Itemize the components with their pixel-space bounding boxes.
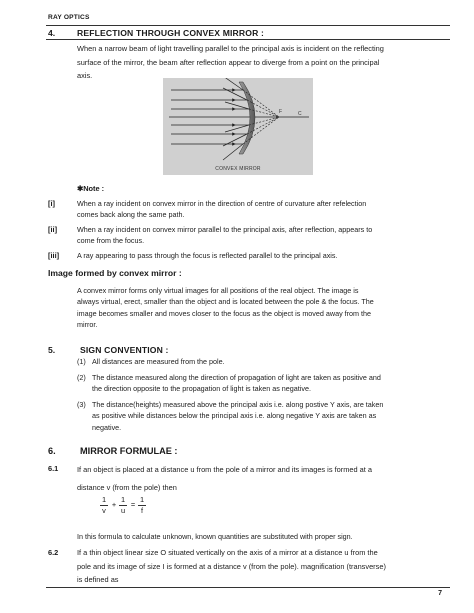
text-line: All distances are measured from the pole.: [92, 357, 225, 366]
text-line: axis.: [77, 71, 93, 81]
formula-num-1: 1: [101, 495, 107, 504]
text-line: image becomes smaller and moves closer to the focus as the object is moved away from the: [77, 308, 372, 318]
formula-den-f: f: [140, 506, 144, 515]
text-line: surface of the mirror, the beam after reflection appear to diverge from a point on the principal: [77, 57, 380, 67]
text-line: comes back along the same path.: [77, 210, 185, 220]
formula-equals: =: [130, 500, 136, 509]
text-line: If an object is placed at a distance u from the pole of a mirror and its images is formed at a: [77, 465, 372, 474]
formula-den-v: v: [102, 506, 106, 515]
section-5-title: SIGN CONVENTION :: [80, 345, 169, 355]
section-5-number: 5.: [48, 345, 56, 355]
note-item-2: [77, 224, 457, 247]
figure-caption: CONVEX MIRROR: [215, 166, 261, 172]
section-4-title: REFLECTION THROUGH CONVEX MIRROR :: [77, 28, 264, 38]
sign-item-2-mark: (2): [77, 373, 86, 382]
sign-item-3-mark: (3): [77, 400, 86, 409]
centre-label: C: [298, 111, 302, 117]
formula-num-2: 1: [120, 495, 126, 504]
image-formed-heading: Image formed by convex mirror :: [48, 268, 182, 278]
text-line: negative.: [92, 422, 122, 432]
subsection-6-2-text: [77, 546, 462, 587]
text-line: If a thin object linear size O situated vertically on the axis of a mirror at a distance u from the: [77, 548, 378, 557]
sign-item-1-mark: (1): [77, 357, 86, 366]
text-line: A convex mirror forms only virtual images for all positions of the real object. The image is: [77, 286, 359, 295]
section-6-number: 6.: [48, 446, 56, 456]
text-line: always virtual, erect, smaller than the object and is located between the pole & the focus. The: [77, 297, 374, 307]
subsection-6-1-number: 6.1: [48, 464, 59, 473]
text-line: pole and its image of size I is formed at a distance v (from the pole). magnification (transverse): [77, 561, 386, 571]
note-item-1-mark: [i]: [48, 199, 55, 208]
formula-num-3: 1: [139, 495, 145, 504]
text-line: When a ray incident on convex mirror parallel to the principal axis, after reflection, appears to: [77, 225, 373, 234]
sign-item-1: [92, 356, 462, 367]
running-header: RAY OPTICS: [48, 14, 90, 21]
section-4-number: 4.: [48, 28, 56, 38]
section-rule: [46, 39, 450, 40]
formula-plus: +: [111, 500, 117, 509]
formula-den-u: u: [120, 506, 126, 515]
section-4-paragraph: [77, 43, 457, 83]
text-line: distance v (from the pole) then: [77, 483, 177, 492]
note-item-2-mark: [ii]: [48, 225, 58, 234]
note-item-1: [77, 198, 457, 221]
footer-rule: [46, 587, 450, 588]
text-line: the direction opposite to the propagation of light is taken as negative.: [92, 384, 311, 394]
text-line: The distance measured along the direction of propagation of light are taken as positive and: [92, 373, 381, 382]
asterisk-icon: ✱: [77, 184, 84, 193]
text-line: as positive while distances below the principal axis i.e. along negative Y axis are taken as: [92, 411, 377, 421]
convex-mirror-diagram: [163, 78, 313, 175]
sign-item-3: [92, 399, 462, 433]
focus-label: F: [279, 109, 283, 115]
header-rule: [46, 25, 450, 26]
page-number: 7: [438, 590, 442, 597]
text-line: is defined as: [77, 575, 119, 584]
text-line: When a ray incident on convex mirror in the direction of centre of curvature after refelection: [77, 199, 367, 208]
note-item-3-mark: [iii]: [48, 251, 60, 260]
text-line: The distance(heights) measured above the principal axis i.e. along postive Y axis, are taken: [92, 400, 384, 409]
mirror-formula: [100, 495, 160, 525]
convex-mirror-figure: [163, 78, 313, 175]
formula-explanation: In this formula to calculate unknown, known quantities are substituted with proper sign.: [77, 532, 353, 541]
text-line: mirror.: [77, 320, 98, 330]
subsection-6-2-number: 6.2: [48, 548, 59, 557]
image-formed-paragraph: [77, 285, 462, 331]
note-item-3: [77, 250, 457, 261]
text-line: come from the focus.: [77, 236, 145, 246]
subsection-6-1-text: [77, 462, 462, 495]
text-line: When a narrow beam of light travelling parallel to the principal axis is incident on the reflecting: [77, 44, 384, 53]
section-6-title: MIRROR FORMULAE :: [80, 446, 178, 456]
sign-item-2: [92, 372, 462, 395]
note-heading: ✱Note :: [77, 184, 105, 193]
text-line: A ray appearing to pass through the focus is reflected parallel to the principal axis.: [77, 251, 338, 260]
